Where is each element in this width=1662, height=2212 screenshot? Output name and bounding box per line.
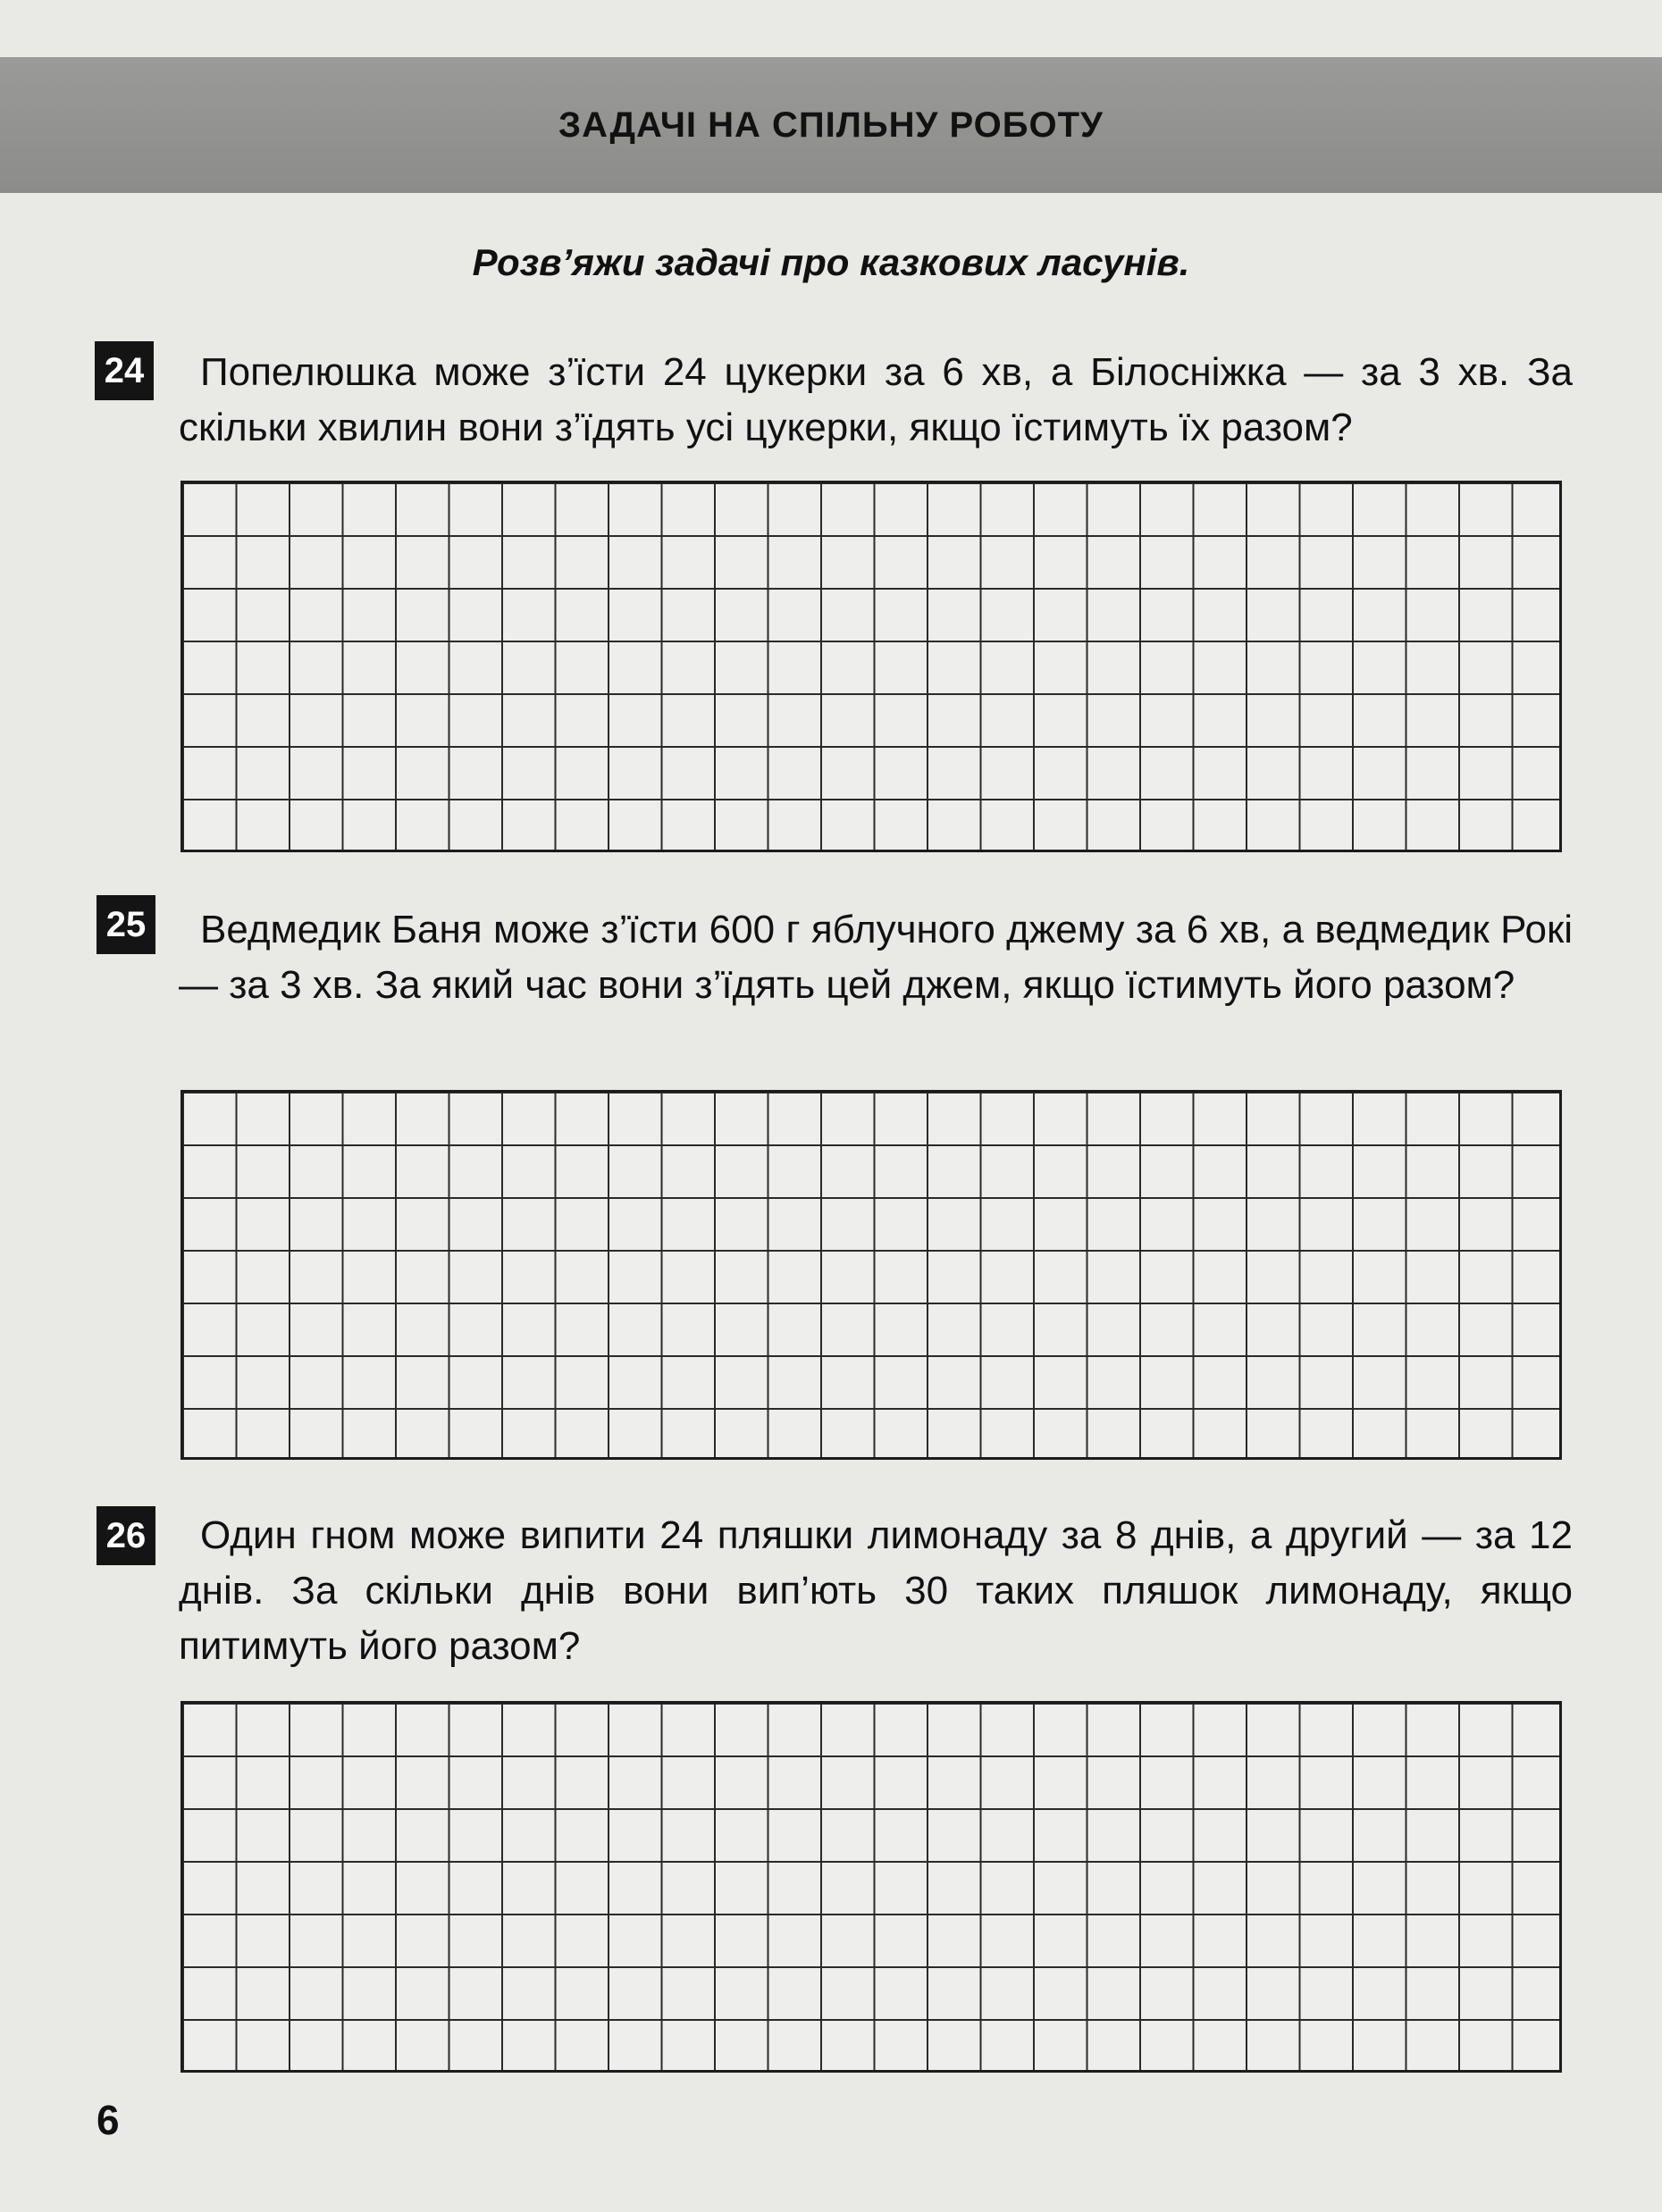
task-24-text: Попелюшка може з’їсти 24 цукерки за 6 хв, а Білосніжка — за 3 хв. За скільки хвилин вони з’їдять усі цукерки, якщо їстимуть їх разом?	[179, 350, 1573, 449]
section-title: ЗАДАЧІ НА СПІЛЬНУ РОБОТУ	[558, 105, 1104, 145]
answer-grid-25[interactable]	[180, 1090, 1562, 1460]
answer-grid-26[interactable]	[180, 1701, 1562, 2073]
answer-grid-24[interactable]	[180, 481, 1562, 852]
task-text	[179, 902, 1573, 1013]
task-text	[179, 1508, 1573, 1674]
page-number: 6	[97, 2097, 120, 2143]
task-25-text: Ведмедик Баня може з’їсти 600 г яблучного джему за 6 хв, а ведмедик Рокі — за 3 хв. За який час вони з’їдять цей джем, якщо їстимуть його разом?	[179, 908, 1573, 1007]
instruction-text: Розв’яжи задачі про казкових ласунів.	[472, 241, 1190, 283]
task-text	[179, 345, 1573, 456]
section-header-banner	[0, 57, 1662, 193]
task-number-badge: 25	[97, 895, 155, 954]
task-number-badge: 26	[97, 1506, 155, 1565]
task-number-badge: 24	[95, 341, 154, 400]
task-26-text: Один гном може випити 24 пляшки лимонаду за 8 днів, а другий — за 12 днів. За скільки днів вони вип’ють 30 таких пляшок лимонаду, якщо питимуть його разом?	[179, 1513, 1573, 1668]
